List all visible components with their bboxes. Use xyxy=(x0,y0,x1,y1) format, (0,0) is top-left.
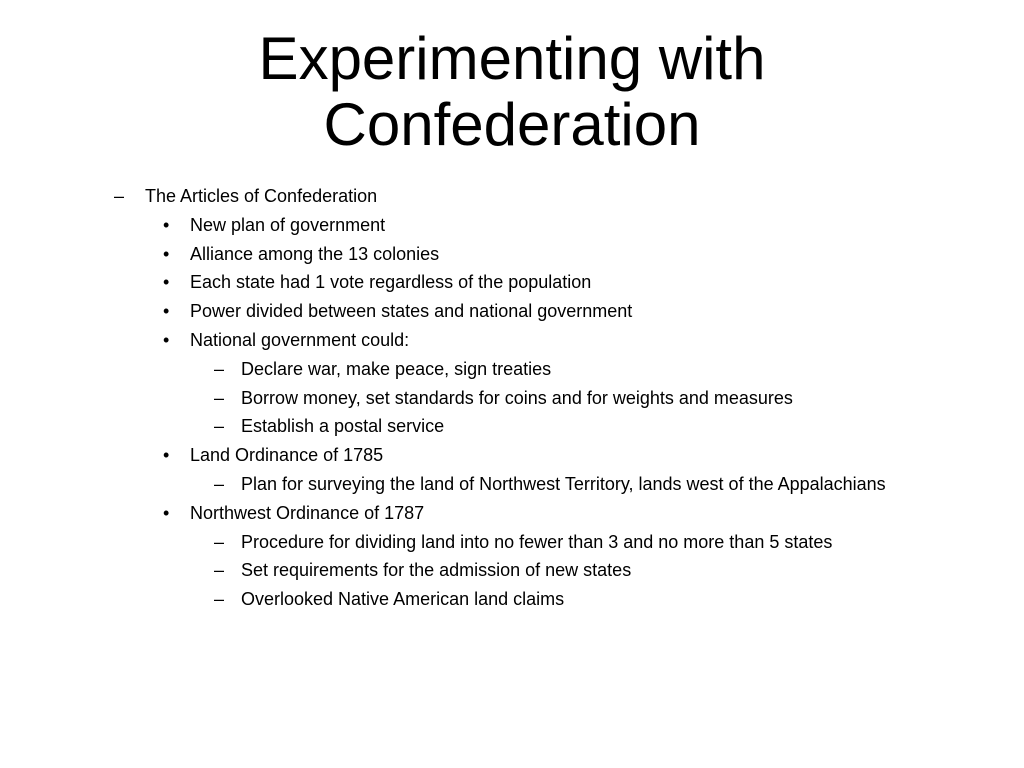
bullet-dot-marker: • xyxy=(163,301,170,322)
bullet-dot-marker: • xyxy=(163,502,170,523)
bullet-land-ordinance xyxy=(0,441,1024,470)
bullet-dot-marker: • xyxy=(163,329,170,350)
bullet-text: Land Ordinance of 1785 xyxy=(190,445,384,466)
bullet-text: Alliance among the 13 colonies xyxy=(190,243,440,264)
bullet-text: Overlooked Native American land claims xyxy=(241,589,565,610)
bullet-text: Northwest Ordinance of 1787 xyxy=(190,502,425,523)
bullet-text: Procedure for dividing land into no fewer than 3 and no more than 5 states xyxy=(241,531,833,552)
bullet-dot-marker: • xyxy=(163,445,170,466)
dash-marker: – xyxy=(114,186,125,206)
bullet-dot-marker: • xyxy=(163,214,170,235)
slide-title-line-1: Experimenting with xyxy=(258,25,766,92)
sub-bullet-postal-service xyxy=(0,412,1024,441)
dash-marker: – xyxy=(214,531,225,552)
bullet-text: Plan for surveying the land of Northwest Territory, lands west of the Appalachians xyxy=(241,473,886,494)
bullet-alliance xyxy=(0,240,1024,269)
sub-bullet-borrow-money xyxy=(0,384,1024,413)
bullet-new-plan xyxy=(0,211,1024,240)
bullet-text: National government could: xyxy=(190,329,410,350)
sub-bullet-native-american-claims xyxy=(0,585,1024,614)
sub-bullet-declare-war xyxy=(0,355,1024,384)
bullet-articles-of-confederation xyxy=(0,182,1024,211)
bullet-text: New plan of government xyxy=(190,214,386,235)
bullet-text: Power divided between states and national government xyxy=(190,301,633,322)
bullet-text: Each state had 1 vote regardless of the population xyxy=(190,272,592,293)
bullet-northwest-ordinance xyxy=(0,499,1024,528)
slide-title xyxy=(0,26,1024,158)
bullet-national-government xyxy=(0,326,1024,355)
bullet-dot-marker: • xyxy=(163,243,170,264)
bullet-one-vote xyxy=(0,268,1024,297)
bullet-text: Borrow money, set standards for coins and for weights and measures xyxy=(241,387,793,408)
bullet-text: Declare war, make peace, sign treaties xyxy=(241,358,552,379)
bullet-dot-marker: • xyxy=(163,272,170,293)
sub-bullet-dividing-land xyxy=(0,528,1024,557)
dash-marker: – xyxy=(214,387,225,408)
bullet-list xyxy=(0,182,1024,614)
bullet-text: Set requirements for the admission of new states xyxy=(241,560,632,581)
slide-title-line-2: Confederation xyxy=(323,91,701,158)
bullet-text: The Articles of Confederation xyxy=(145,186,378,206)
dash-marker: – xyxy=(214,358,225,379)
dash-marker: – xyxy=(214,473,225,494)
sub-bullet-surveying-plan xyxy=(0,470,1024,499)
bullet-text: Establish a postal service xyxy=(241,416,445,437)
bullet-power-divided xyxy=(0,297,1024,326)
dash-marker: – xyxy=(214,416,225,437)
sub-bullet-admission-requirements xyxy=(0,556,1024,585)
dash-marker: – xyxy=(214,560,225,581)
dash-marker: – xyxy=(214,589,225,610)
